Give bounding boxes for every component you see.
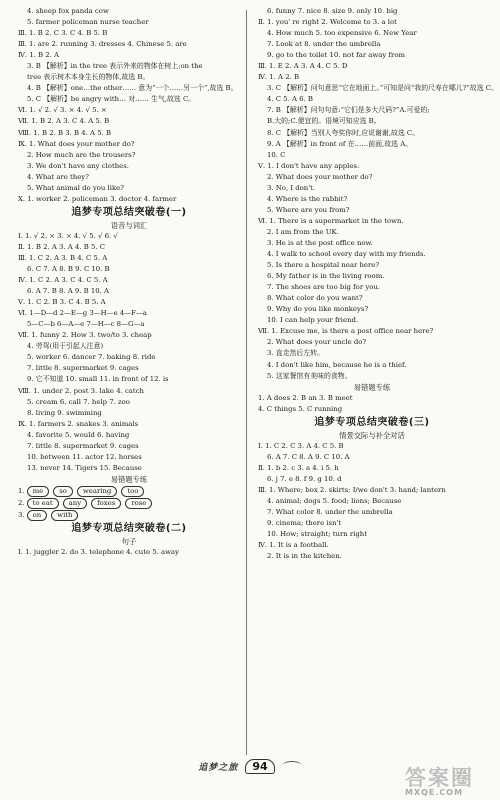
answer-line: 2. How much are the trousers?: [27, 150, 136, 159]
section-subtitle: 句子: [121, 536, 137, 546]
answer-line: Ⅶ. 1. B 2. A 3. C 4. A 5. B: [18, 117, 110, 126]
answer-line: Ⅲ. 1. Where; box 2. skirts; I/we don't 3. hand; lantern: [258, 485, 446, 494]
section-subtitle: 情景交际与补全对话: [339, 430, 405, 440]
circled-word: to eat: [27, 498, 59, 509]
circled-word: with: [51, 510, 78, 521]
answer-line: Ⅷ. 1. B 2. B 3. B 4. A 5. B: [18, 128, 112, 137]
page-number: 94: [245, 759, 274, 774]
circled-word: foxes: [91, 498, 121, 509]
answer-line: Ⅸ. 1. What does your mother do?: [18, 139, 135, 148]
answer-line: 9. 它不知道 10. small 11. in front of 12. is: [27, 375, 169, 384]
answer-line: 3. B 【解析】in the tree 表示外来的物体在树上;on the: [27, 62, 203, 71]
answer-line: Ⅳ. 1. B 2. A: [18, 51, 60, 60]
answer-line: 4. sheep fox panda cow: [27, 7, 109, 15]
answer-line: 8. What color do you want?: [267, 294, 363, 303]
answer-line: 5. What animal do you like?: [27, 183, 124, 192]
circled-answers-row: [18, 497, 240, 509]
answer-line: 5. worker 6. dancer 7. baking 8. ride: [27, 353, 156, 362]
answer-line: 10. C: [267, 150, 286, 159]
answer-line: 7. Look at 8. under the umbrella: [267, 40, 381, 49]
left-column: [18, 6, 240, 558]
answer-line: 4. favorite 5. would 6. having: [27, 430, 130, 439]
answer-line: 6. C 7. A 8. B 9. C 10. B: [27, 264, 110, 273]
section-subtitle: 语音与词汇: [110, 220, 148, 230]
question-number: 3.: [18, 510, 25, 519]
answer-line: 9. A 【解析】in front of 在……前面,故选 A。: [267, 139, 413, 148]
answer-line: 7. B 【解析】问句句意:“它们是多大尺码?”A.可爱的;: [267, 106, 430, 115]
answer-line: 1. A does 2. B an 3. B meet: [258, 393, 353, 402]
answer-line: 5. Is there a hospital near here?: [267, 261, 380, 270]
watermark-url: MXQE.COM: [405, 788, 464, 797]
watermark-text: 答案圈: [405, 766, 474, 790]
circled-answers-row: [18, 485, 240, 497]
answer-line: 9. go to the toilet 10. not far away from: [267, 51, 406, 60]
answer-line: Ⅶ. 1. Excuse me, is there a post office near here?: [258, 327, 434, 336]
answer-line: Ⅶ. 1. funny 2. How 3. two/to 3. cheap: [18, 331, 152, 340]
answer-line: Ⅲ. 1. E 2. A 3. A 4. C 5. D: [258, 62, 348, 71]
answer-line: 2. I am from the UK.: [267, 227, 339, 236]
answer-line: 4. B 【解析】one…the other…… 意为“一个……另一个”,故选 B。: [27, 84, 238, 93]
answer-line: Ⅰ. 1. C 2. C 3. A 4. C 5. B: [258, 441, 344, 450]
answer-line: 6. j 7. e 8. f 9. g 10. d: [267, 474, 342, 483]
answer-line: 8. C 【解析】当别人夸奖你时,应说谢谢,故选 C。: [267, 128, 420, 137]
answer-line: 5. cream 6. call 7. help 7. zoo: [27, 397, 130, 406]
answer-line: 6. My father is in the living room.: [267, 272, 385, 281]
section-title: 追梦专项总结突破卷(二): [71, 522, 187, 534]
answer-line: Ⅳ. 1. A 2. B: [258, 73, 300, 82]
section-title: 追梦专项总结突破卷(一): [71, 206, 187, 218]
answer-line: 10. I can help your friend.: [267, 316, 359, 325]
answer-line: tree 表示树木本身生长的物体,故选 B。: [27, 73, 150, 82]
answer-line: Ⅲ. 1. B 2. C 3. C 4. B 5. B: [18, 29, 108, 38]
answer-line: 5—C—b 6—A—e 7—H—c 8—G—a: [27, 320, 145, 329]
circled-word: any: [63, 498, 87, 509]
section-subtitle: 易错题专练: [110, 474, 148, 484]
circled-word: me: [27, 486, 50, 497]
question-number: 1.: [18, 486, 25, 495]
answer-line: 10. How; straight; turn right: [267, 530, 368, 539]
answer-line: 4. animal; dogs 5. food; lions; Because: [267, 496, 402, 505]
circled-word: too: [121, 486, 144, 497]
answer-line: Ⅲ. 1. C 2. A 3. B 4. C 5. A: [18, 253, 108, 262]
answer-line: Ⅵ. 1. There is a supermarket in the town.: [258, 216, 404, 225]
circled-word: on: [27, 510, 48, 521]
answer-line: Ⅱ. 1. b 2. c 3. a 4. i 5. h: [258, 463, 339, 472]
answer-line: 4. C 5. A 6. B: [267, 95, 313, 104]
answer-line: 4. I walk to school every day with my friends.: [267, 250, 426, 259]
answer-line: 4. C things 5. C running: [258, 404, 343, 413]
answer-line: Ⅰ. 1. juggler 2. do 3. telephone 4. cute 5. away: [18, 547, 180, 556]
answer-line: 6. funny 7. nice 8. size 9. only 10. big: [267, 7, 398, 15]
answer-line: 2. What does your mother do?: [267, 172, 373, 181]
watermark: [405, 762, 490, 798]
answer-line: 3. 直走然后左转。: [267, 349, 324, 358]
answer-line: 4. Where is the rabbit?: [267, 194, 348, 203]
answer-line: Ⅸ. 1. farmers 2. snakes 3. animals: [18, 419, 139, 428]
answer-line: Ⅱ. 1. B 2. A 3. A 4. B 5. C: [18, 242, 106, 251]
answer-line: Ⅵ. 1. √ 2. √ 3. × 4. √ 5. ×: [18, 106, 107, 115]
circled-word: rose: [125, 498, 152, 509]
answer-line: Ⅴ. 1. I don't have any apples.: [258, 161, 360, 170]
circled-word: wearing: [77, 486, 117, 497]
answer-line: 5. 这家餐馆有美味的食物。: [267, 371, 352, 380]
answer-line: 7. little 8. supermarket 9. cages: [27, 364, 139, 373]
answer-line: 4. 劳驾(用于引起人注意): [27, 342, 104, 351]
answer-line: 5. C 【解析】be angry with… 对…… 生气,故选 C。: [27, 95, 196, 104]
answer-line: 4. I don't like him, because he is a thief.: [267, 360, 407, 369]
answer-line: 4. How much 5. too expensive 6. New Year: [267, 29, 417, 38]
circled-answers-row: [18, 509, 240, 521]
answer-line: Ⅷ. 1. under 2. post 3. lake 4. catch: [18, 386, 144, 395]
answer-line: Ⅳ. 1. C 2. A 3. C 4. C 5. A: [18, 276, 108, 285]
answer-line: 3. C 【解析】问句意思“它在地面上。”可知是问“我的尺寿在哪儿?”故选 C。: [267, 84, 498, 93]
answer-line: 13. never 14. Tigers 15. Because: [27, 463, 142, 472]
answer-line: B.大的;C.便宜的。语境可知应选 B。: [267, 117, 381, 126]
brand-logo: 追梦之旅: [198, 763, 239, 773]
section-title: 追梦专项总结突破卷(三): [314, 416, 430, 428]
answer-line: 10. between 11. actor 12. horses: [27, 452, 142, 461]
answer-line: Ⅵ. 1—D—d 2—E—g 3—H—e 4—F—a: [18, 309, 147, 318]
answer-line: 9. cinema; there isn't: [267, 519, 342, 528]
answer-line: 7. What color 8. under the umbrella: [267, 507, 393, 516]
answer-line: 2. It is in the kitchen.: [267, 552, 342, 561]
answer-line: Ⅴ. 1. C 2. B 3. C 4. B 5. A: [18, 298, 106, 307]
answer-line: 6. A 7. C 8. A 9. C 10. A: [267, 452, 350, 461]
answer-line: 5. Where are you from?: [267, 205, 350, 214]
answer-line: 3. He is at the post office now.: [267, 238, 373, 247]
section-subtitle: 易错题专练: [353, 382, 391, 392]
answer-line: 7. little 8. supermarket 9. cages: [27, 441, 139, 450]
answer-line: 8. living 9. swimming: [27, 408, 102, 417]
answer-line: 5. farmer policeman nurse teacher: [27, 18, 149, 27]
answer-line: Ⅲ. 1. are 2. running 3. dresses 4. Chinese 5. are: [18, 40, 187, 49]
question-number: 2.: [18, 498, 25, 507]
answer-line: 4. What are they?: [27, 172, 89, 181]
answer-line: 2. What does your uncle do?: [267, 338, 367, 347]
answer-line: 3. We don't have any clothes.: [27, 161, 129, 170]
right-column: [258, 6, 498, 562]
answer-line: Ⅹ. 1. worker 2. policeman 3. doctor 4. farmer: [18, 194, 177, 203]
answer-line: 7. The shoes are too big for you.: [267, 283, 380, 292]
wing-ornament-icon: [282, 761, 302, 770]
circled-word: so: [53, 486, 73, 497]
answer-line: 6. A 7. B 8. A 9. B 10. A: [27, 287, 110, 296]
answer-line: Ⅰ. 1. √ 2. × 3. × 4. √ 5. √ 6. √: [18, 231, 118, 240]
answer-line: 9. Why do you like monkeys?: [267, 305, 369, 314]
answer-line: 3. No, I don't.: [267, 183, 316, 192]
answer-line: Ⅳ. 1. It is a football.: [258, 541, 329, 550]
answer-line: Ⅱ. 1. you' re right 2. Welcome to 3. a lot: [258, 18, 397, 27]
column-divider: [246, 10, 247, 755]
